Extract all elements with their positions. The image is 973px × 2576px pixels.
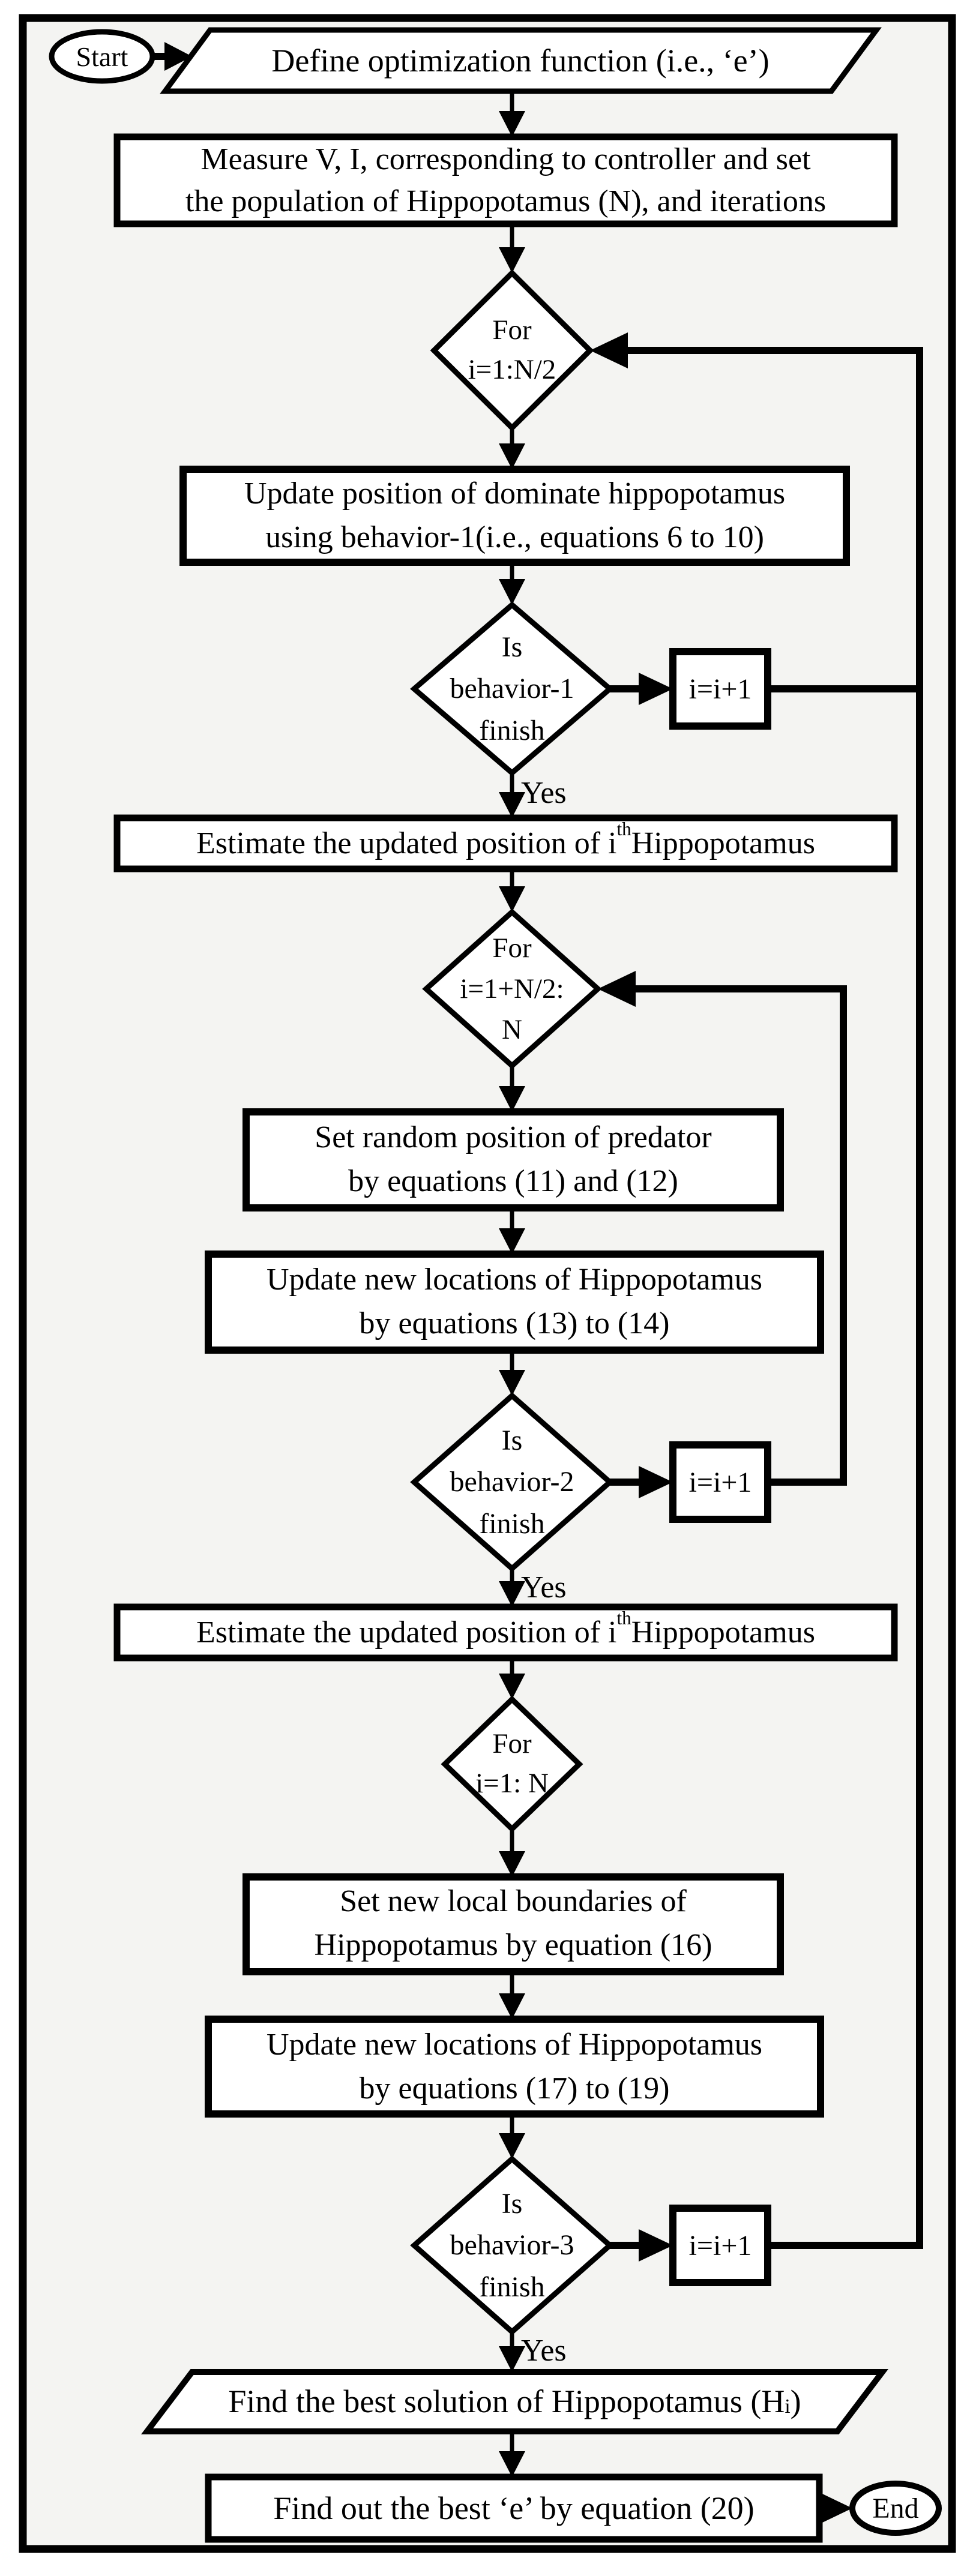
for2-line2: i=1+N/2:: [460, 973, 564, 1004]
is3-line3: finish: [479, 2271, 545, 2303]
for2-line3: N: [502, 1014, 522, 1046]
is2-label: [414, 1415, 610, 1549]
for3-label: [445, 1723, 579, 1805]
for1-line1: For: [492, 314, 532, 346]
estimate2-suffix: Hippopotamus: [631, 1615, 815, 1650]
increment1-label: i=i+1: [688, 673, 752, 705]
set-random-label: [246, 1117, 780, 1203]
is3-line2: behavior-3: [450, 2229, 574, 2262]
yes2-label: Yes: [521, 1570, 567, 1605]
set-random-line1: Set random position of predator: [315, 1120, 712, 1155]
find-best-suffix: ): [790, 2383, 801, 2419]
is2-line1: Is: [501, 1424, 523, 1456]
measure-line2: the population of Hippopotamus (N), and iterations: [185, 184, 827, 218]
yes1-label: Yes: [521, 775, 567, 810]
set-boundaries-line2: Hippopotamus by equation (16): [314, 1928, 712, 1962]
for2-line1: For: [492, 932, 532, 964]
update1-label: [183, 474, 846, 558]
update1-line1: Update position of dominate hippopotamus: [244, 476, 786, 511]
set-random-line2: by equations (11) and (12): [348, 1164, 678, 1198]
find-best-prefix: Find the best solution of Hippopotamus (H: [228, 2383, 785, 2419]
define-function-label: Define optimization function (i.e., ‘e’): [271, 43, 770, 79]
is2-line3: finish: [479, 1507, 545, 1540]
find-best-sub: i: [785, 2395, 791, 2418]
set-boundaries-label: [246, 1881, 780, 1967]
set-boundaries-line1: Set new local boundaries of: [340, 1884, 687, 1919]
update3-line2: by equations (17) to (19): [359, 2071, 670, 2106]
is3-line1: Is: [501, 2187, 523, 2220]
estimate2-prefix: Estimate the updated position of i: [196, 1615, 617, 1650]
start-label: Start: [76, 41, 128, 72]
for3-line1: For: [492, 1728, 532, 1760]
estimate1-suffix: Hippopotamus: [631, 826, 815, 860]
estimate1-label: [120, 818, 891, 869]
update1-line2: using behavior-1(i.e., equations 6 to 10): [265, 520, 764, 554]
for1-line2: i=1:N/2: [468, 354, 556, 385]
update2-label: [208, 1259, 821, 1345]
is1-line1: Is: [501, 631, 523, 663]
measure-label: [120, 142, 891, 220]
yes3-label: Yes: [521, 2333, 567, 2368]
is1-line3: finish: [479, 714, 545, 746]
find-best-label: [192, 2375, 837, 2428]
estimate1-sup: th: [616, 818, 631, 840]
estimate2-label: [120, 1607, 891, 1658]
estimate1-prefix: Estimate the updated position of i: [196, 826, 617, 860]
update3-label: [208, 2024, 821, 2110]
is1-line2: behavior-1: [450, 673, 574, 705]
increment2-label: i=i+1: [688, 1466, 752, 1498]
update2-line1: Update new locations of Hippopotamus: [266, 1262, 763, 1297]
is3-label: [414, 2178, 610, 2313]
update2-line2: by equations (13) to (14): [359, 1306, 670, 1341]
for1-label: [434, 300, 590, 401]
measure-line1: Measure V, I, corresponding to controller and set: [200, 142, 811, 177]
is1-label: [414, 622, 610, 756]
for3-line2: i=1: N: [475, 1768, 549, 1799]
is2-line2: behavior-2: [450, 1466, 574, 1498]
update3-line1: Update new locations of Hippopotamus: [266, 2028, 763, 2062]
for2-label: [426, 928, 598, 1050]
find-e-label: Find out the best ‘e’ by equation (20): [273, 2490, 755, 2526]
estimate2-sup: th: [616, 1608, 631, 1629]
increment3-label: i=i+1: [688, 2229, 752, 2262]
end-label: End: [872, 2492, 919, 2524]
